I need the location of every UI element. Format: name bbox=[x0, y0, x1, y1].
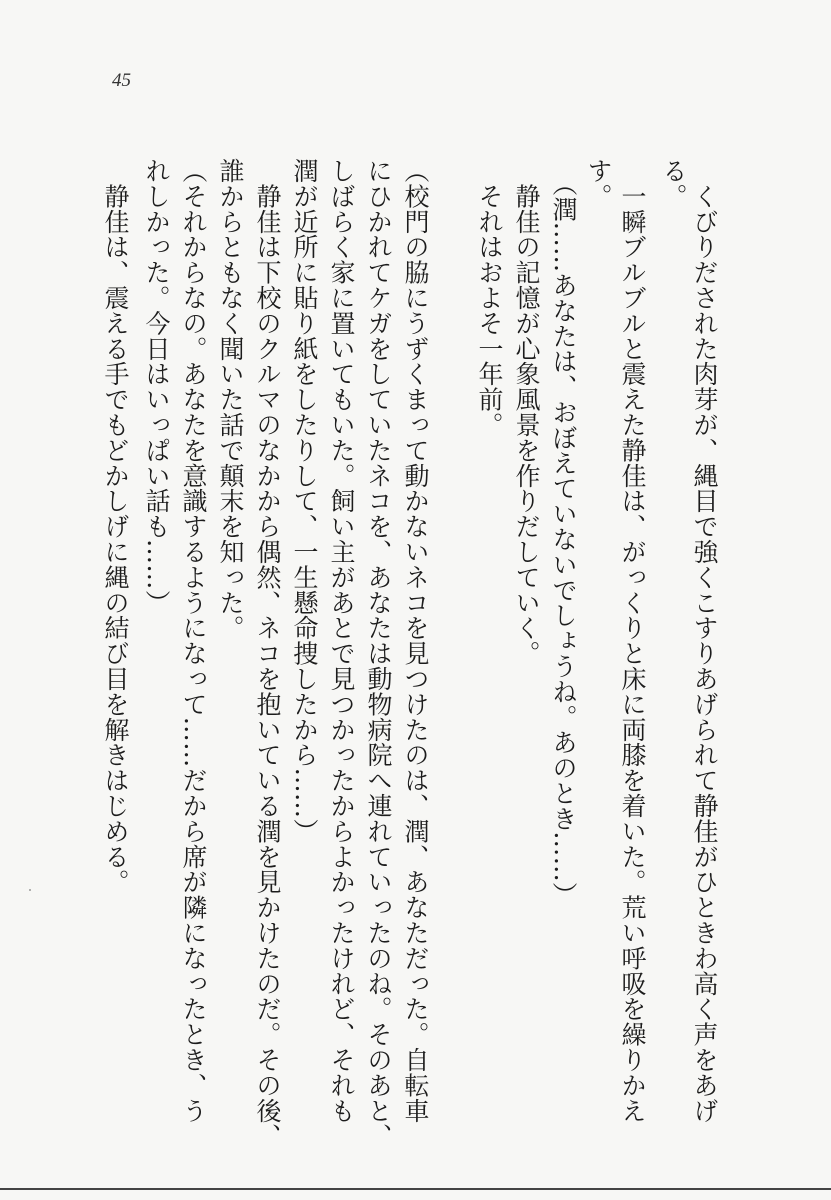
text-column-3: 一瞬ブルブルと震えた静佳は、がっくりと床に両膝を着いた。荒い呼吸を繰りかえ bbox=[618, 158, 647, 1124]
bottom-rule bbox=[0, 1188, 831, 1190]
text-column-5: （潤……あなたは、おぼえていないでしょうね。あのとき……） bbox=[549, 158, 578, 908]
text-column-11: 潤が近所に貼り紙をしたりして、一生懸命捜したから……） bbox=[290, 158, 319, 844]
text-column-9: にひかれてケガをしていたネコを、あなたは動物病院へ連れていったのね。そのあと、 bbox=[364, 158, 393, 1149]
text-column-8: （校門の脇にうずくまって動かないネコを見つけたのは、潤、あなただった。自転車 bbox=[401, 158, 430, 1124]
text-column-15: れしかった。今日はいっぱい話も……） bbox=[142, 158, 171, 616]
text-column-4: す。 bbox=[584, 158, 613, 209]
text-column-2: る。 bbox=[659, 158, 688, 209]
text-column-10: しばらく家に置いてもいた。飼い主があとで見つかったからよかったけれど、それも bbox=[327, 158, 356, 1124]
text-column-6: 静佳の記憶が心象風景を作りだしていく。 bbox=[512, 158, 541, 666]
text-column-13: 誰からともなく聞いた話で顛末を知った。 bbox=[216, 158, 245, 641]
text-column-7: それはおよそ一年前。 bbox=[475, 158, 504, 438]
text-column-12: 静佳は下校のクルマのなかから偶然、ネコを抱いている潤を見かけたのだ。その後、 bbox=[253, 158, 282, 1149]
text-column-14: （それからなの。あなたを意識するようになって……だから席が隣になったとき、う bbox=[179, 158, 208, 1124]
text-column-16: 静佳は、震える手でもどかしげに縄の結び目を解きはじめる。 bbox=[101, 158, 130, 895]
page-number: 45 bbox=[112, 70, 131, 91]
paper-speck bbox=[29, 889, 31, 891]
text-column-1: くびりだされた肉芽が、縄目で強くこすりあげられて静佳がひときわ高く声をあげ bbox=[690, 158, 719, 1124]
